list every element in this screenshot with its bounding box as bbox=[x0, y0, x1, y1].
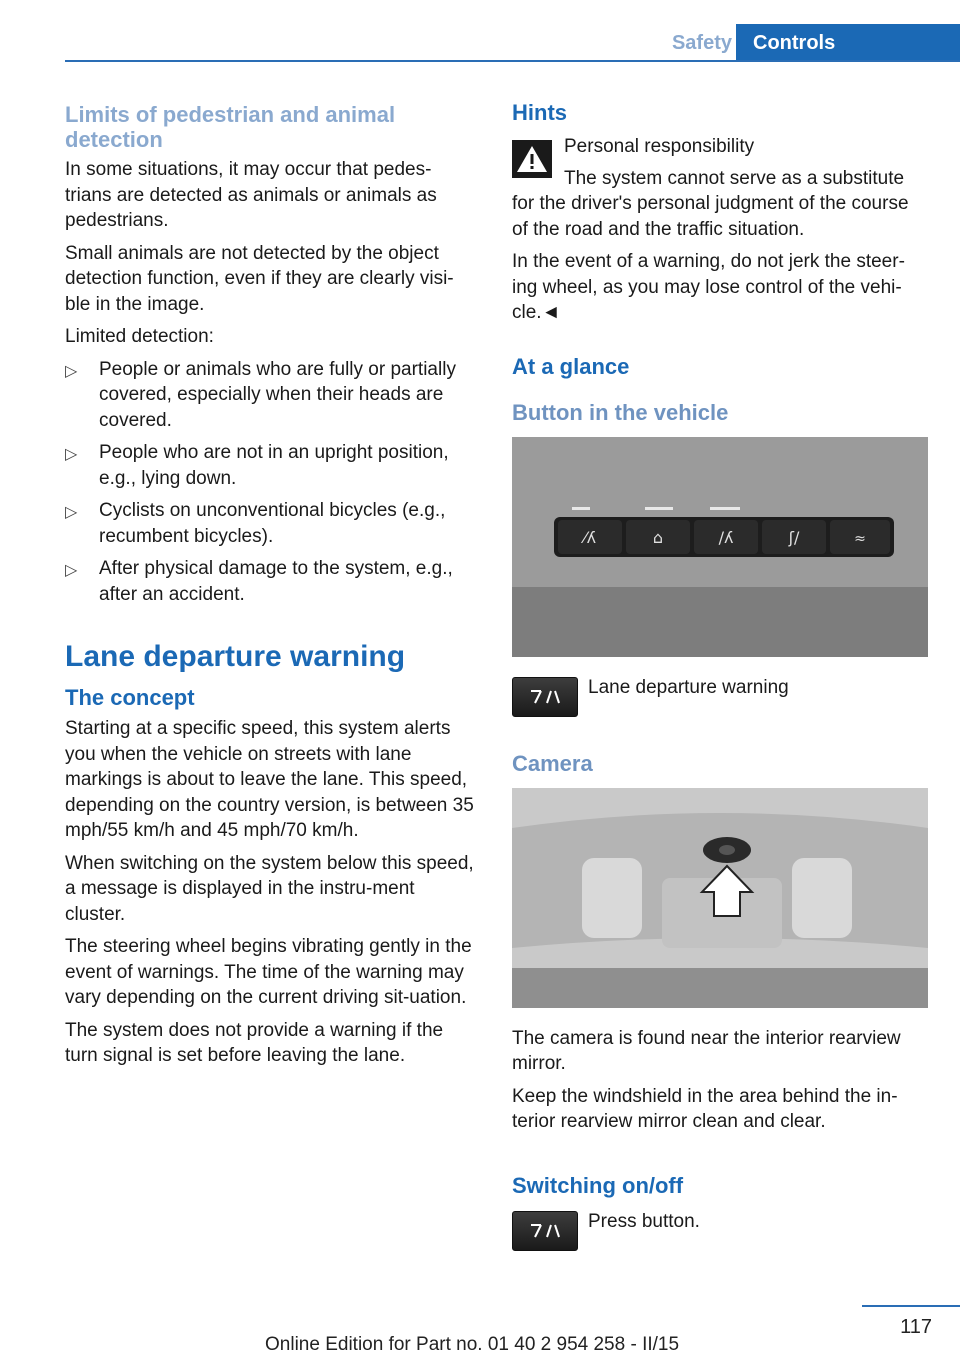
section-title: Lane departure warning bbox=[65, 640, 406, 673]
page-number: 117 bbox=[900, 1316, 932, 1338]
triangle-bullet-icon: ▷ bbox=[65, 562, 78, 579]
lane-departure-button[interactable] bbox=[512, 677, 578, 717]
lane-departure-button-legend bbox=[512, 677, 928, 717]
header-chapter-tab: Controls bbox=[736, 24, 960, 62]
triangle-bullet-icon: ▷ bbox=[65, 362, 78, 380]
list-item: ▷ After physical damage to the system, e.g., after an accident. bbox=[65, 558, 453, 605]
press-button-text: Press button. bbox=[588, 1210, 700, 1232]
concept-paragraph-2: When switching on the system below this speed, a message is displayed in the instru‐ment cluster. bbox=[65, 852, 474, 925]
camera-heading: Camera bbox=[512, 750, 593, 776]
left-column bbox=[65, 100, 475, 1076]
header-section: Safety bbox=[671, 32, 732, 54]
button-heading: Button in the vehicle bbox=[512, 399, 729, 425]
edition-footer: Online Edition for Part no. 01 40 2 954 258 - II/15 bbox=[265, 1334, 680, 1355]
lane-departure-icon bbox=[525, 1221, 565, 1241]
svg-text:ʃ/: ʃ/ bbox=[788, 527, 800, 547]
limits-heading: Limits of pedestrian and animal detection bbox=[65, 102, 396, 152]
svg-text:≈: ≈ bbox=[854, 530, 866, 547]
limits-paragraph-1: In some situations, it may occur that pedes‐trians are detected as animals or animals as pedestrians. bbox=[65, 159, 437, 231]
lane-departure-icon bbox=[525, 687, 565, 707]
at-a-glance-heading: At a glance bbox=[512, 353, 630, 379]
button-panel-image bbox=[512, 437, 928, 657]
lane-departure-label: Lane departure warning bbox=[588, 676, 789, 698]
camera-location-image bbox=[512, 788, 928, 1008]
footer-rule bbox=[862, 1305, 960, 1307]
concept-heading: The concept bbox=[65, 685, 195, 710]
list-item: ▷ Cyclists on unconventional bicycles (e.g., recumbent bicycles). bbox=[65, 500, 446, 547]
svg-text:/ʎ: /ʎ bbox=[718, 527, 734, 547]
warning-triangle-icon bbox=[512, 140, 552, 178]
camera-paragraph-1: The camera is found near the interior rearview mirror. bbox=[512, 1027, 901, 1074]
concept-paragraph-4: The system does not provide a warning if the turn signal is set before leaving the lane. bbox=[65, 1019, 444, 1066]
hint-paragraph-2: In the event of a warning, do not jerk the steer‐ing wheel, as you may lose control of the vehi‐cle.◄ bbox=[512, 251, 905, 323]
limited-detection-list bbox=[65, 357, 475, 608]
limits-paragraph-2: Small animals are not detected by the object detection function, even if they are clearly visi‐ble in the image. bbox=[65, 242, 454, 315]
switch-button-legend bbox=[512, 1211, 928, 1251]
lane-departure-switch-button[interactable] bbox=[512, 1211, 578, 1251]
svg-text:⌂: ⌂ bbox=[652, 527, 664, 547]
list-item: ▷ People or animals who are fully or partially covered, especially when their heads are covered. bbox=[65, 358, 456, 431]
switching-heading: Switching on/off bbox=[512, 1172, 684, 1198]
camera-paragraph-2: Keep the windshield in the area behind the in‐terior rearview mirror clean and clear. bbox=[512, 1085, 898, 1132]
list-item: ▷ People who are not in an upright position, e.g., lying down. bbox=[65, 442, 449, 489]
camera-interior-illustration bbox=[512, 788, 928, 1008]
svg-text:⁄ʎ: ⁄ʎ bbox=[583, 527, 597, 547]
triangle-bullet-icon: ▷ bbox=[65, 446, 78, 463]
triangle-bullet-icon: ▷ bbox=[65, 504, 78, 521]
hint-paragraph-1: The system cannot serve as a substitute for the driver's personal judgment of the course of the road and the traffic situation. bbox=[512, 167, 909, 240]
hints-heading: Hints bbox=[512, 100, 567, 125]
button-panel-illustration bbox=[512, 437, 928, 657]
hint-title: Personal responsibility bbox=[564, 136, 755, 157]
header-rule bbox=[65, 60, 960, 62]
limits-paragraph-3: Limited detection: bbox=[65, 326, 214, 347]
right-column bbox=[512, 100, 928, 1261]
hint-block bbox=[512, 134, 928, 160]
concept-paragraph-1: Starting at a specific speed, this system alerts you when the vehicle on streets with lane markings is about to leave the lane. This speed, depending on the country version, is between 35 mph/55 km/h and 45 mph/70 km/h. bbox=[65, 718, 474, 841]
concept-paragraph-3: The steering wheel begins vibrating gently in the event of warnings. The time of the warning may vary depending on the current driving sit‐uation. bbox=[65, 936, 472, 1008]
